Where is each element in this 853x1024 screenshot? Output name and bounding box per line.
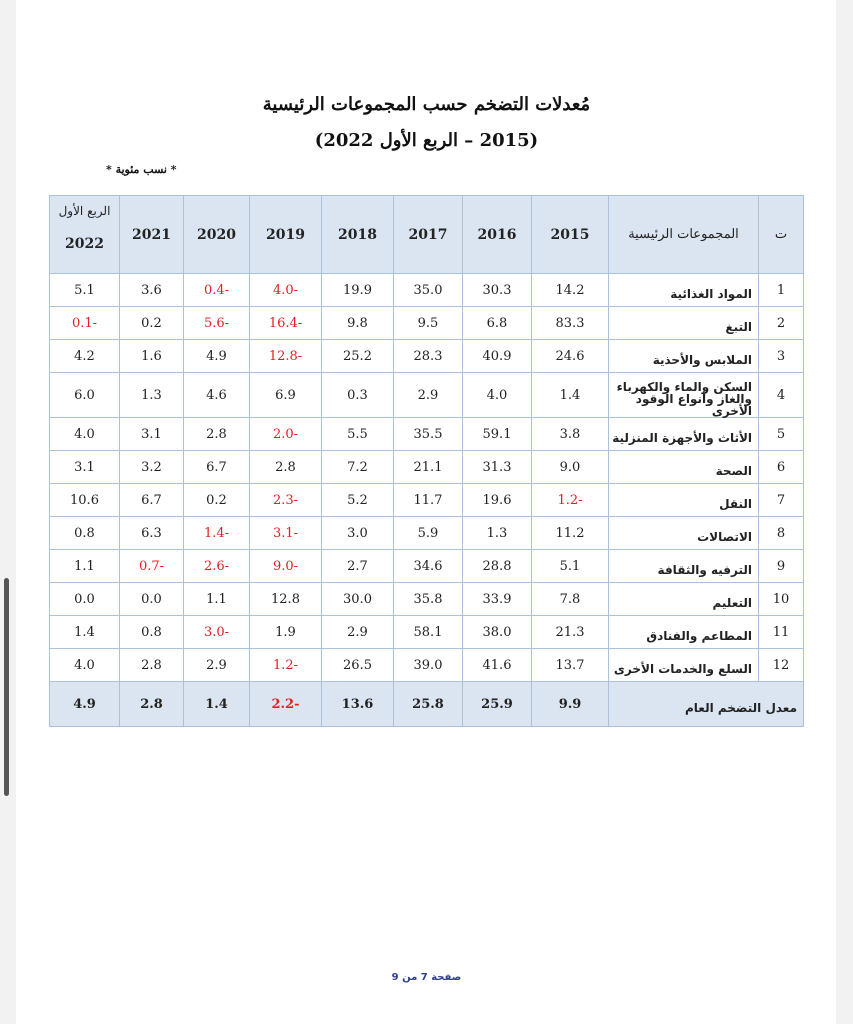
row-value: 26.5 [322,649,394,682]
total-value: 13.6 [322,682,394,727]
row-value: 21.1 [394,451,463,484]
total-value: -2.2 [250,682,322,727]
row-value: 0.2 [184,484,250,517]
row-value: 5.9 [394,517,463,550]
row-value: 1.6 [120,340,184,373]
row-value: 1.1 [184,583,250,616]
table-row [50,451,804,484]
row-group-name: الملابس والأحذية [609,340,759,373]
row-value: 3.2 [120,451,184,484]
page-subtitle: (2015 – الربع الأول 2022) [314,130,539,151]
row-value: 0.8 [120,616,184,649]
row-group-name: المواد الغذائية [609,274,759,307]
row-index: 3 [759,340,804,373]
row-value: -3.1 [250,517,322,550]
page-title: مُعدلات التضخم حسب المجموعات الرئيسية [262,94,591,115]
row-value: 19.9 [322,274,394,307]
row-value: 6.9 [250,373,322,418]
row-value: 40.9 [463,340,532,373]
table-row [50,484,804,517]
row-index: 8 [759,517,804,550]
header-quarter-label: الربع الأول [58,203,111,218]
header-year: 2018 [322,196,394,274]
row-value: 34.6 [394,550,463,583]
row-index: 5 [759,418,804,451]
row-value: 12.8 [250,583,322,616]
row-value: 1.1 [50,550,120,583]
row-value: 30.3 [463,274,532,307]
row-value: -12.8 [250,340,322,373]
row-value: -2.6 [184,550,250,583]
row-group-name: المطاعم والفنادق [609,616,759,649]
table-row [50,340,804,373]
header-year: 2021 [120,196,184,274]
row-value: 5.5 [322,418,394,451]
header-index: ت [759,196,804,274]
row-value: 3.0 [322,517,394,550]
row-index: 2 [759,307,804,340]
row-value: 4.2 [50,340,120,373]
row-value: 1.3 [120,373,184,418]
row-value: 28.8 [463,550,532,583]
table-row [50,274,804,307]
header-quarter [50,196,120,274]
row-value: 39.0 [394,649,463,682]
total-value: 2.8 [120,682,184,727]
row-value: -0.4 [184,274,250,307]
table-row [50,517,804,550]
row-value: -3.0 [184,616,250,649]
row-value: 6.8 [463,307,532,340]
row-value: 3.8 [532,418,609,451]
row-value: -1.2 [532,484,609,517]
row-index: 12 [759,649,804,682]
row-value: 7.8 [532,583,609,616]
row-value: 4.9 [184,340,250,373]
row-value: 9.5 [394,307,463,340]
row-value: -2.0 [250,418,322,451]
row-group-name: السلع والخدمات الأخرى [609,649,759,682]
row-value: 58.1 [394,616,463,649]
row-value: 6.7 [184,451,250,484]
row-group-name: الأثاث والأجهزة المنزلية [609,418,759,451]
row-index: 1 [759,274,804,307]
row-index: 7 [759,484,804,517]
row-value: 41.6 [463,649,532,682]
row-value: 2.8 [250,451,322,484]
row-value: 4.6 [184,373,250,418]
row-value: 9.8 [322,307,394,340]
row-value: 35.0 [394,274,463,307]
header-group: المجموعات الرئيسية [609,196,759,274]
table-row [50,307,804,340]
header-year: 2016 [463,196,532,274]
row-value: 1.4 [50,616,120,649]
row-value: 5.1 [50,274,120,307]
row-value: 4.0 [50,649,120,682]
row-value: 11.7 [394,484,463,517]
units-note: * نسب مئوية * [106,163,177,176]
total-label: معدل التضخم العام [609,682,804,727]
row-value: 2.9 [184,649,250,682]
row-value: -9.0 [250,550,322,583]
row-value: -0.1 [50,307,120,340]
row-value: 10.6 [50,484,120,517]
row-value: -0.7 [120,550,184,583]
row-group-name: الصحة [609,451,759,484]
row-value: 5.1 [532,550,609,583]
row-value: 0.8 [50,517,120,550]
row-group-name: النقل [609,484,759,517]
row-value: 2.8 [184,418,250,451]
total-value: 1.4 [184,682,250,727]
row-value: 0.0 [120,583,184,616]
header-row [50,196,804,274]
inflation-table [49,195,804,727]
table-row [50,373,804,418]
header-year: 2015 [532,196,609,274]
header-year: 2017 [394,196,463,274]
row-value: 24.6 [532,340,609,373]
row-value: 0.2 [120,307,184,340]
row-value: 33.9 [463,583,532,616]
row-value: 1.9 [250,616,322,649]
table-row [50,649,804,682]
row-value: 19.6 [463,484,532,517]
row-value: 3.1 [50,451,120,484]
row-index: 11 [759,616,804,649]
row-index: 4 [759,373,804,418]
row-value: 28.3 [394,340,463,373]
row-value: -16.4 [250,307,322,340]
row-index: 10 [759,583,804,616]
header-year: 2020 [184,196,250,274]
row-value: 3.6 [120,274,184,307]
row-value: 13.7 [532,649,609,682]
total-row [50,682,804,727]
row-value: 21.3 [532,616,609,649]
row-value: 6.0 [50,373,120,418]
row-value: 83.3 [532,307,609,340]
row-value: 11.2 [532,517,609,550]
row-value: 25.2 [322,340,394,373]
row-value: 7.2 [322,451,394,484]
row-value: 6.7 [120,484,184,517]
header-year: 2019 [250,196,322,274]
row-index: 9 [759,550,804,583]
row-group-name: التعليم [609,583,759,616]
row-value: 30.0 [322,583,394,616]
row-value: 6.3 [120,517,184,550]
row-value: 59.1 [463,418,532,451]
row-value: 38.0 [463,616,532,649]
total-value: 9.9 [532,682,609,727]
row-value: 2.9 [394,373,463,418]
row-value: 2.9 [322,616,394,649]
row-value: 2.7 [322,550,394,583]
row-value: 4.0 [50,418,120,451]
row-value: -2.3 [250,484,322,517]
row-value: 1.4 [532,373,609,418]
row-value: -5.6 [184,307,250,340]
row-group-name: السكن والماء والكهرباء والغاز وأنواع الوقود الأخرى [609,373,759,418]
row-value: 9.0 [532,451,609,484]
row-value: -4.0 [250,274,322,307]
row-group-name: الاتصالات [609,517,759,550]
row-value: 35.8 [394,583,463,616]
page-number: صفحة 7 من 9 [391,972,462,983]
row-group-name: التبغ [609,307,759,340]
row-value: 14.2 [532,274,609,307]
table-row [50,550,804,583]
row-value: -1.4 [184,517,250,550]
row-value: 3.1 [120,418,184,451]
row-value: 4.0 [463,373,532,418]
total-value: 25.8 [394,682,463,727]
row-value: 5.2 [322,484,394,517]
total-value: 4.9 [50,682,120,727]
table-row [50,616,804,649]
total-value: 25.9 [463,682,532,727]
row-group-name: الترفيه والثقافة [609,550,759,583]
row-value: -1.2 [250,649,322,682]
row-value: 31.3 [463,451,532,484]
row-value: 0.0 [50,583,120,616]
scrollbar[interactable] [4,578,9,796]
row-value: 0.3 [322,373,394,418]
row-value: 35.5 [394,418,463,451]
table-row [50,583,804,616]
header-quarter-year: 2022 [65,235,104,252]
row-index: 6 [759,451,804,484]
table-row [50,418,804,451]
row-value: 2.8 [120,649,184,682]
row-value: 1.3 [463,517,532,550]
